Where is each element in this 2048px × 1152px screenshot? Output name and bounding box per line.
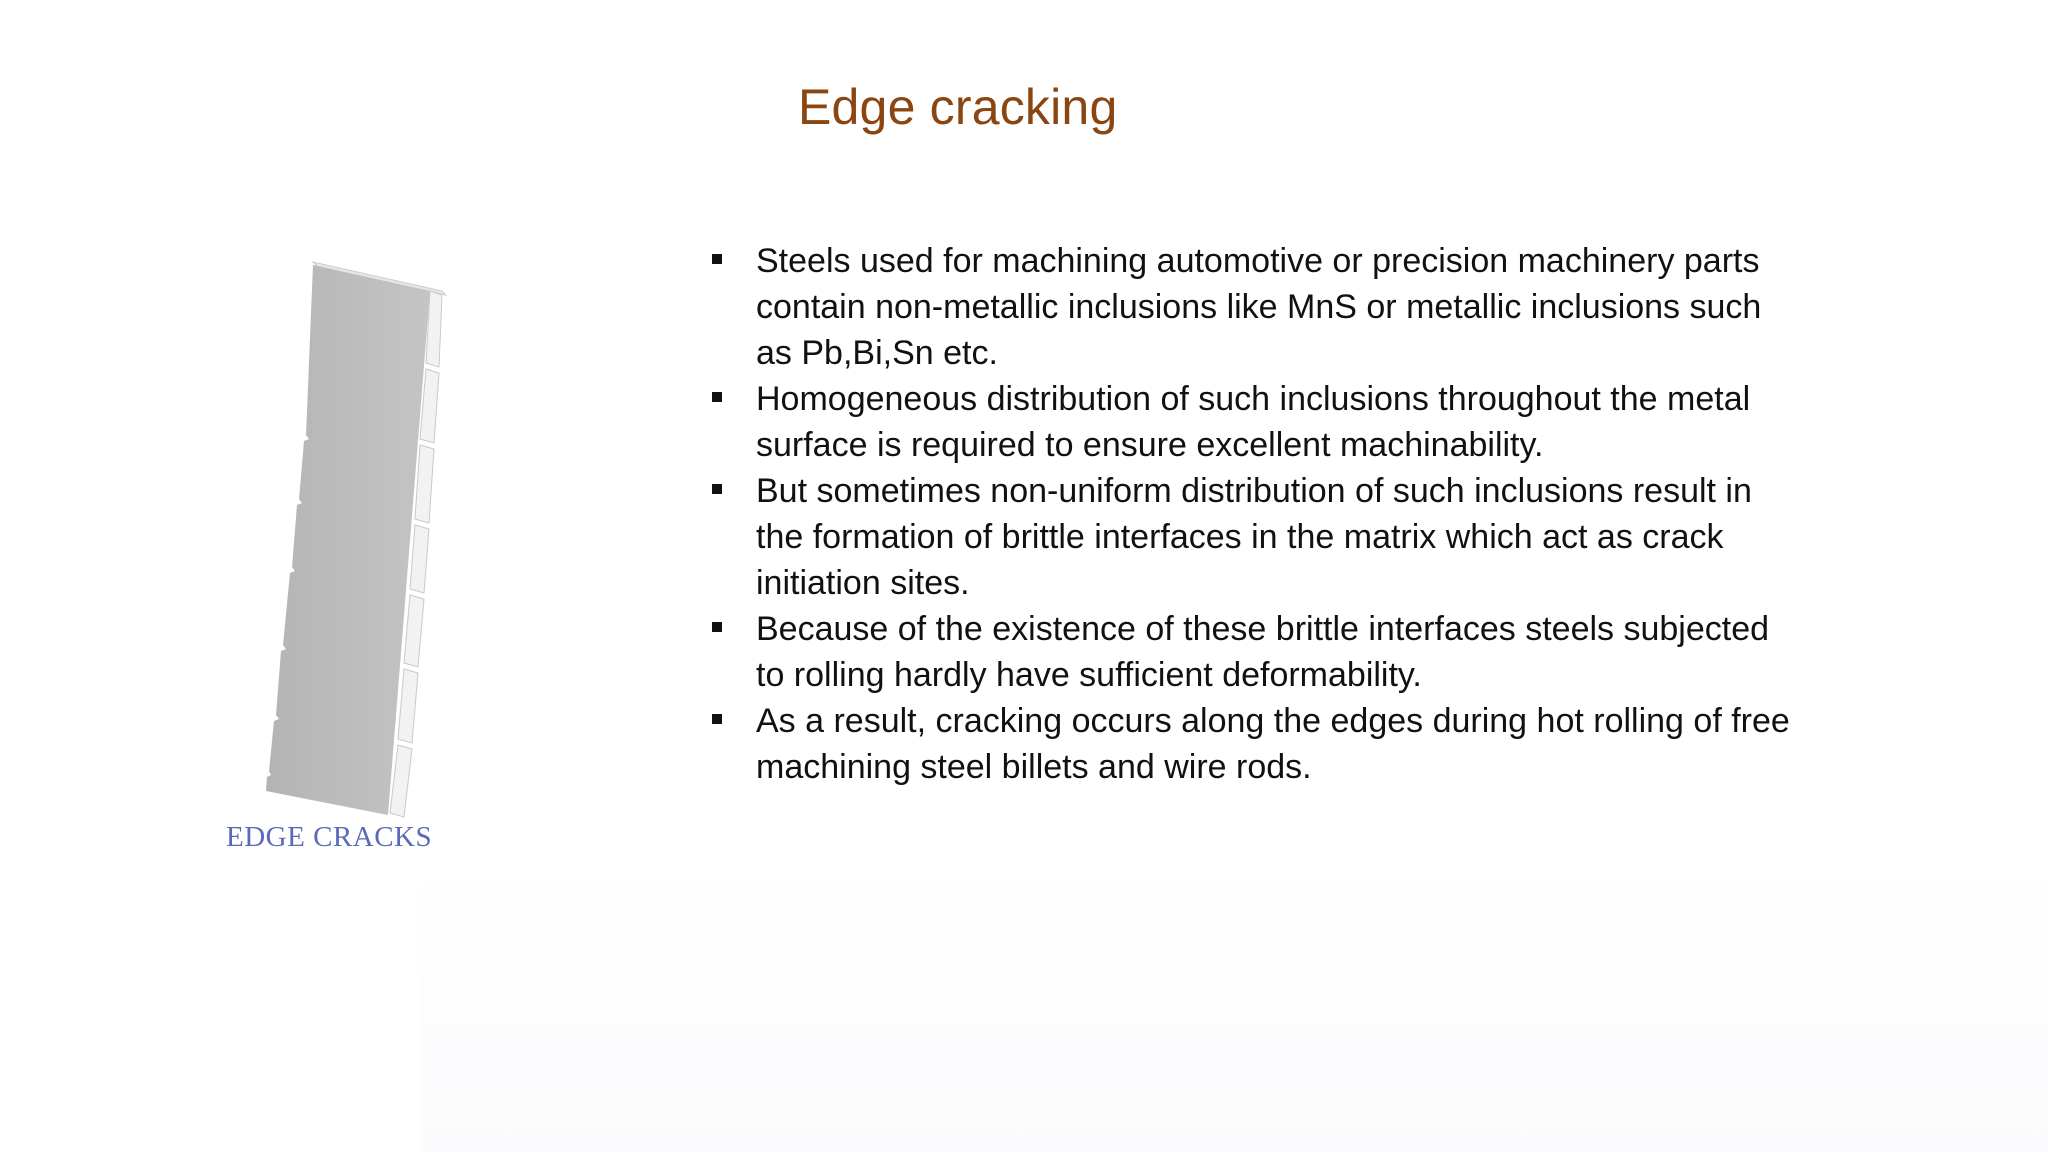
bullet-text: Steels used for machining automotive or precision machinery parts contain non-metallic inclusions like MnS or metallic inclusions such as Pb,Bi,Sn etc.	[756, 242, 1762, 372]
square-bullet-icon	[712, 714, 722, 724]
slide-background	[420, 860, 2048, 1152]
figure-caption: EDGE CRACKS	[226, 821, 433, 853]
bullet-item	[710, 606, 1800, 698]
bullet-item	[710, 468, 1800, 606]
slab-side-segment	[404, 595, 424, 667]
bullet-text: Because of the existence of these brittle interfaces steels subjected to rolling hardly have sufficient deformability.	[756, 610, 1770, 694]
slab-side-segment	[410, 525, 429, 593]
bullet-item	[710, 376, 1800, 468]
square-bullet-icon	[712, 622, 722, 632]
bullet-list	[710, 238, 1800, 790]
square-bullet-icon	[712, 392, 722, 402]
slab-side-segment	[415, 445, 434, 523]
slab-side-segment	[398, 669, 418, 743]
square-bullet-icon	[712, 484, 722, 494]
bullet-text: Homogeneous distribution of such inclusions throughout the metal surface is required to ensure excellent machinability.	[756, 380, 1751, 464]
edge-cracks-figure	[210, 255, 470, 875]
cracked-slab-illustration	[210, 255, 470, 825]
slide-title: Edge cracking	[798, 79, 1118, 135]
slab-side-segment	[390, 745, 412, 817]
bullet-item	[710, 238, 1800, 376]
bullet-item	[710, 698, 1800, 790]
square-bullet-icon	[712, 254, 722, 264]
bullet-text: As a result, cracking occurs along the edges during hot rolling of free machining steel billets and wire rods.	[756, 702, 1790, 786]
bullet-text: But sometimes non-uniform distribution of such inclusions result in the formation of brittle interfaces in the matrix which act as crack initiation sites.	[756, 472, 1752, 602]
